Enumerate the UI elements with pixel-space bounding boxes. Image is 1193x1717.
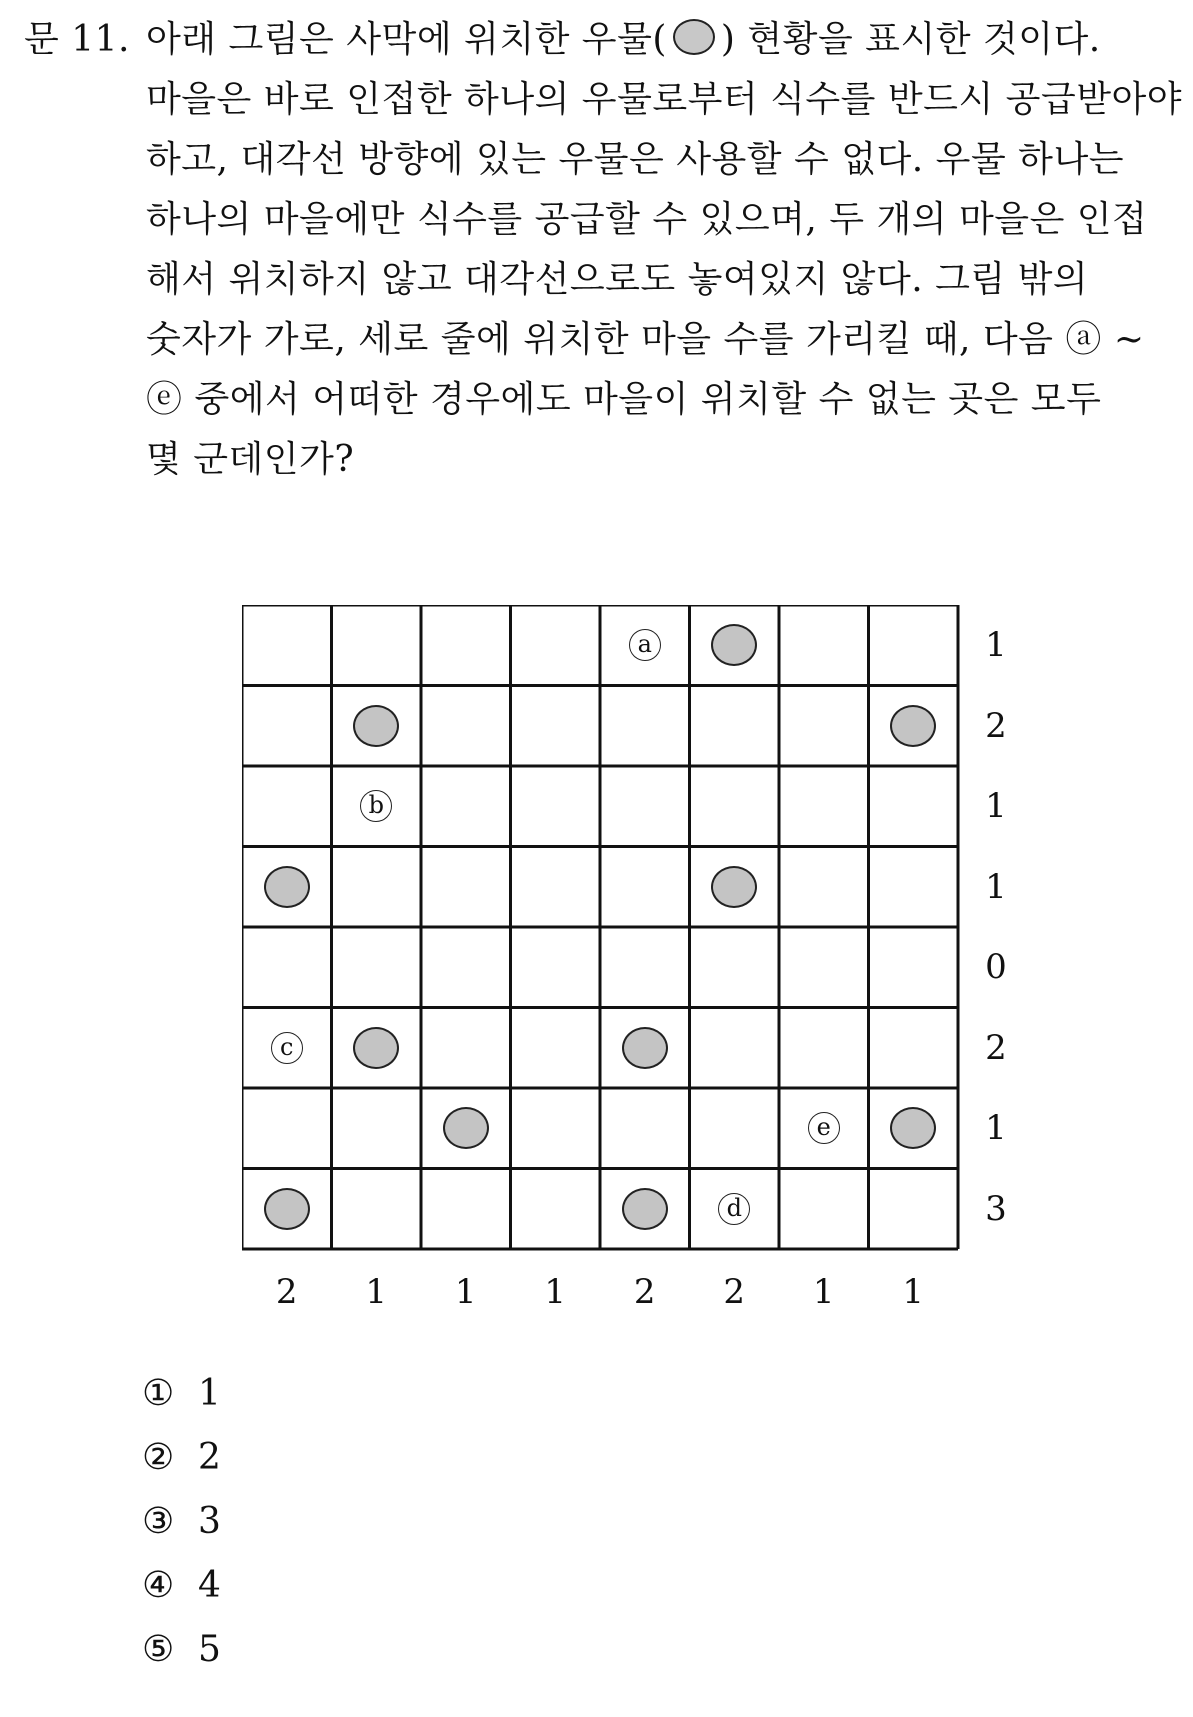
column-count-label: 2 — [275, 1272, 298, 1312]
answer-choices — [142, 1362, 221, 1682]
grid-cell — [869, 686, 959, 767]
grid-cell — [421, 1088, 511, 1169]
question-number: 문 11. — [24, 19, 130, 60]
marker-a: a — [629, 629, 661, 661]
column-count-label: 1 — [365, 1272, 388, 1312]
grid-cell — [242, 1169, 332, 1250]
grid-cell — [690, 1169, 780, 1250]
question-text-part: 아래 그림은 사막에 위치한 우물( — [146, 19, 667, 60]
grid-cell — [690, 847, 780, 928]
row-count-label: 1 — [985, 866, 1007, 907]
row-count-label: 0 — [985, 947, 1007, 988]
well-grid-figure — [242, 605, 1007, 1312]
well-icon — [264, 866, 310, 908]
grid-cell — [690, 605, 780, 686]
answer-choice-2[interactable]: ② 2 — [142, 1437, 221, 1478]
marker-c: c — [271, 1032, 303, 1064]
well-icon — [264, 1188, 310, 1230]
grid-cell — [869, 1088, 959, 1169]
grid-cell — [242, 1008, 332, 1089]
row-count-label: 1 — [985, 625, 1007, 666]
grid-cell — [242, 847, 332, 928]
column-count-label: 1 — [544, 1272, 567, 1312]
gray-circle-icon — [673, 19, 715, 55]
well-icon — [711, 866, 757, 908]
grid-cell — [332, 766, 422, 847]
marker-d: d — [718, 1193, 750, 1225]
grid-cell — [600, 605, 690, 686]
answer-choice-1[interactable]: ① 1 — [142, 1373, 221, 1414]
column-count-label: 2 — [723, 1272, 746, 1312]
well-icon — [622, 1027, 668, 1069]
well-icon — [711, 624, 757, 666]
marker-e: e — [808, 1112, 840, 1144]
grid-cell — [332, 686, 422, 767]
column-count-label: 1 — [902, 1272, 925, 1312]
answer-choice-5[interactable]: ⑤ 5 — [142, 1629, 221, 1670]
row-count-label: 2 — [985, 705, 1007, 746]
grid-cell — [600, 1008, 690, 1089]
well-icon — [890, 1107, 936, 1149]
row-count-label: 1 — [985, 1108, 1007, 1149]
grid-cell — [600, 1169, 690, 1250]
column-count-label: 2 — [633, 1272, 656, 1312]
row-count-label: 3 — [985, 1188, 1007, 1229]
well-icon — [443, 1107, 489, 1149]
well-icon — [622, 1188, 668, 1230]
well-icon — [353, 705, 399, 747]
well-icon — [353, 1027, 399, 1069]
marker-b: b — [360, 790, 392, 822]
question-text-part: ) 현황을 표시한 것이다. — [720, 19, 1101, 60]
grid-cell — [332, 1008, 422, 1089]
row-count-label: 2 — [985, 1027, 1007, 1068]
row-count-label: 1 — [985, 786, 1007, 827]
column-count-label: 1 — [454, 1272, 477, 1312]
answer-choice-4[interactable]: ④ 4 — [142, 1565, 221, 1606]
grid-cell — [779, 1088, 869, 1169]
column-count-label: 1 — [812, 1272, 835, 1312]
answer-choice-3[interactable]: ③ 3 — [142, 1501, 221, 1542]
well-icon — [890, 705, 936, 747]
